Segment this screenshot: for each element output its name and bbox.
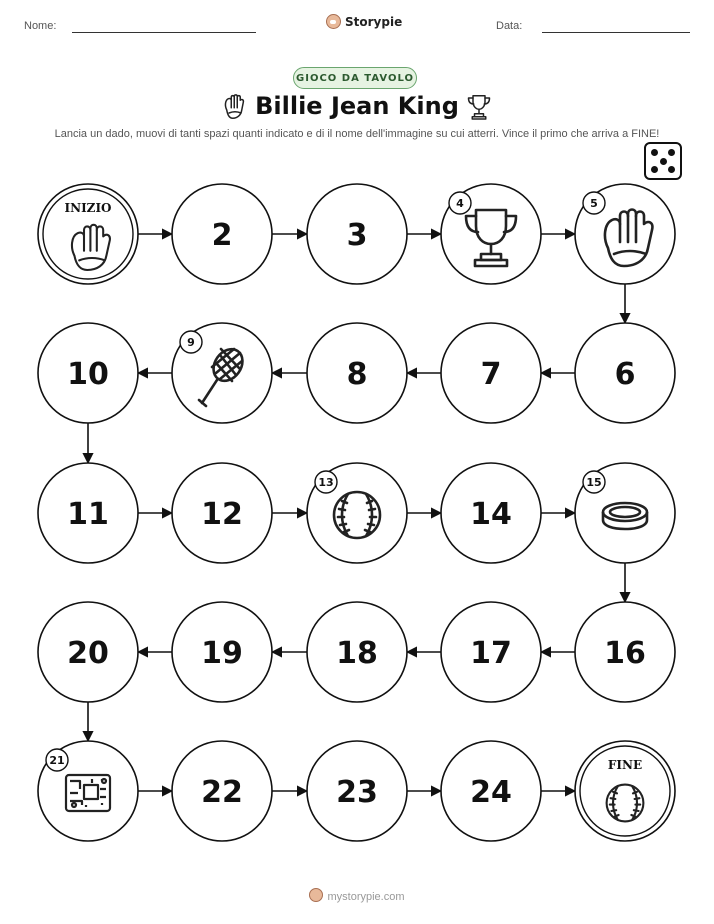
space-number: 21	[49, 754, 65, 767]
board-space-1	[38, 184, 138, 284]
board-space-24	[441, 741, 541, 841]
footer	[0, 888, 714, 903]
name-label: Nome:	[24, 20, 57, 32]
board-space-13	[307, 463, 407, 563]
board-space-10	[38, 323, 138, 423]
space-number: 18	[336, 636, 378, 671]
end-label: FINE	[607, 758, 643, 772]
brand-name: Storypie	[345, 14, 403, 29]
space-number: 13	[318, 476, 334, 489]
board-space-22	[172, 741, 272, 841]
board-space-19	[172, 602, 272, 702]
board-space-12	[172, 463, 272, 563]
board-space-3	[307, 184, 407, 284]
instructions: Lancia un dado, muovi di tanti spazi quanti indicato e di il nome dell'immagine su cui atterri. Vince il primo che arriva a FINE!	[54, 128, 660, 140]
space-number: 5	[590, 197, 598, 210]
board-space-18	[307, 602, 407, 702]
space-number: 12	[201, 497, 243, 532]
board-space-11	[38, 463, 138, 563]
board-space-9	[172, 323, 272, 423]
space-number: 24	[470, 775, 512, 810]
space-number: 22	[201, 775, 243, 810]
space-number: 15	[586, 476, 602, 489]
board-space-15	[575, 463, 675, 563]
space-number: 7	[480, 357, 502, 392]
date-label: Data:	[496, 20, 523, 32]
game-type-badge: GIOCO DA TAVOLO	[293, 67, 417, 89]
start-label: INIZIO	[64, 201, 112, 215]
space-number: 9	[187, 336, 195, 349]
space-number: 17	[470, 636, 512, 671]
space-number: 23	[336, 775, 378, 810]
space-number: 16	[604, 636, 646, 671]
board-space-7	[441, 323, 541, 423]
board-space-8	[307, 323, 407, 423]
page-title: Billie Jean King	[255, 92, 459, 120]
footer-url[interactable]: mystorypie.com	[327, 891, 405, 903]
space-number: 6	[614, 357, 636, 392]
board-space-23	[307, 741, 407, 841]
board-space-25	[575, 741, 675, 841]
space-number: 20	[67, 636, 109, 671]
space-number: 8	[346, 357, 368, 392]
board-space-5	[575, 184, 675, 284]
board-space-20	[38, 602, 138, 702]
space-number: 19	[201, 636, 243, 671]
board-space-21	[38, 741, 138, 841]
space-number: 2	[211, 218, 233, 253]
space-number: 11	[67, 497, 109, 532]
board-space-4	[441, 184, 541, 284]
space-number: 10	[67, 357, 109, 392]
board-space-2	[172, 184, 272, 284]
space-number: 4	[456, 197, 464, 210]
board-space-6	[575, 323, 675, 423]
board-space-16	[575, 602, 675, 702]
storypie-bear-icon	[309, 888, 323, 902]
board-space-17	[441, 602, 541, 702]
board-space-14	[441, 463, 541, 563]
space-number: 3	[346, 218, 368, 253]
space-number: 14	[470, 497, 512, 532]
